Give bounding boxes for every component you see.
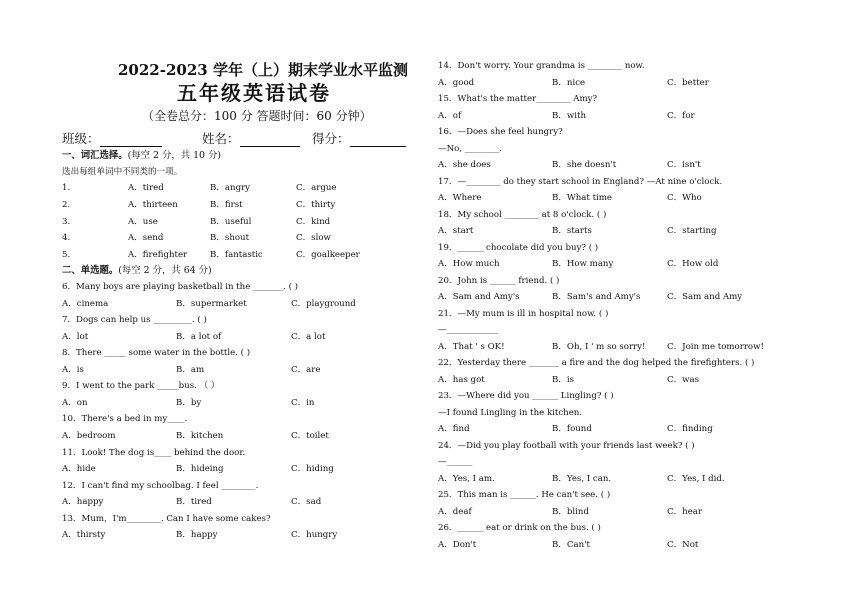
option-c: C．hungry <box>291 530 338 541</box>
option-c: C．finding <box>667 424 713 434</box>
option-b: B．hideing <box>176 464 224 474</box>
option-a: A．is <box>62 364 84 375</box>
option-c: C．better <box>667 77 709 88</box>
vocab-option-c: C．goalkeeper <box>296 250 360 261</box>
vocab-option-b: B．fantastic <box>210 250 263 261</box>
option-b: B．by <box>176 397 202 408</box>
question-stem: 23．—Where did you ______ Lingling? ( ) <box>438 391 614 401</box>
option-c: C．Not <box>667 539 699 550</box>
question-dialogue-line: —______ <box>438 457 473 467</box>
option-a: A．good <box>438 77 475 88</box>
class-blank <box>100 134 162 147</box>
vocab-number: 4. <box>62 233 71 244</box>
question-stem: 22．Yesterday there _______ a fire and the dog helped the firefighters. ( ) <box>438 358 755 368</box>
option-b: B．am <box>176 364 205 375</box>
vocab-option-b: B．first <box>210 199 243 210</box>
option-b: B．Yes, I can. <box>552 473 612 484</box>
option-c: C．are <box>291 364 321 375</box>
option-b: B．found <box>552 424 592 434</box>
option-b: B．tired <box>176 497 212 508</box>
question-stem: 10．There's a bed in my____. <box>62 414 188 425</box>
vocab-number: 5. <box>62 250 71 261</box>
vocab-option-a: A．thirteen <box>128 199 178 210</box>
option-a: A．How much <box>438 259 500 269</box>
option-b: B．Sam's and Amy's <box>552 292 641 302</box>
option-b: B．a lot of <box>176 331 222 342</box>
question-stem: 8．There _____ some water in the bottle. ( ) <box>62 348 251 359</box>
exam-title: 2022-2023 学年（上）期末学业水平监测 <box>118 61 408 79</box>
question-stem: 9．I went to the park _____bus. （ ） <box>62 381 220 392</box>
option-a: A．she does <box>438 160 491 170</box>
vocab-option-c: C．slow <box>296 233 331 244</box>
exam-subtitle: 五年级英语试卷 <box>177 81 331 105</box>
option-b: B．blind <box>552 506 589 517</box>
question-stem: 13．Mum，I'm________. Can I have some cakes? <box>62 513 271 524</box>
option-c: C．Sam and Amy <box>667 292 743 302</box>
option-a: A．Yes, I am. <box>438 473 495 484</box>
option-a: A．happy <box>62 497 104 508</box>
question-stem: 26．______ eat or drink on the bus. ( ) <box>438 523 601 533</box>
score-field <box>312 129 406 147</box>
option-c: C．for <box>667 110 695 121</box>
name-field <box>202 129 300 147</box>
question-stem: 25．This man is ______. He can't see. ( ) <box>438 490 611 500</box>
option-b: B．What time <box>552 193 613 203</box>
vocab-option-b: B．angry <box>210 183 251 193</box>
option-c: C．Who <box>667 193 702 203</box>
vocab-option-a: A．use <box>128 216 158 227</box>
vocab-option-c: C．kind <box>296 216 331 227</box>
option-c: C．sad <box>291 497 322 508</box>
option-b: B．happy <box>176 530 218 541</box>
option-b: B．is <box>552 374 575 385</box>
option-c: C．toilet <box>291 430 329 441</box>
vocab-number: 2. <box>62 199 71 210</box>
option-c: C．playground <box>291 298 356 309</box>
option-b: B．supermarket <box>176 298 247 309</box>
option-c: C．hiding <box>291 464 334 474</box>
option-a: A．deaf <box>438 506 472 517</box>
question-stem: 14．Don't worry. Your grandma is ________ now. <box>438 61 645 71</box>
class-label: 班级： <box>62 131 100 146</box>
name-label: 姓名： <box>202 131 240 146</box>
vocab-option-c: C．argue <box>296 183 337 193</box>
option-a: A．of <box>438 110 462 121</box>
option-a: A．has got <box>438 374 485 385</box>
question-dialogue-line: —I found Lingling in the kitchen. <box>438 407 583 418</box>
option-c: C．starting <box>667 226 717 236</box>
question-stem: 16．—Does she feel hungry? <box>438 127 563 137</box>
question-stem: 12．I can't find my schoolbag. I feel ________. <box>62 480 259 491</box>
question-stem: 11．Look! The dog is____ behind the door. <box>62 447 246 458</box>
option-a: A．That ' s OK! <box>438 341 505 352</box>
vocab-option-b: B．useful <box>210 216 252 227</box>
option-b: B．starts <box>552 226 592 236</box>
section2-heading: 二、单选题。(每空 2 分，共 64 分) <box>62 265 212 276</box>
option-b: B．Oh, I ' m so sorry! <box>552 341 646 352</box>
option-a: A．on <box>62 397 88 408</box>
question-stem: 7．Dogs can help us _________. ( ) <box>62 315 207 326</box>
score-blank <box>350 134 406 147</box>
option-c: C．a lot <box>291 331 326 342</box>
class-field <box>62 129 162 147</box>
option-b: B．with <box>552 110 587 121</box>
question-stem: 20．John is ______ friend. ( ) <box>438 275 560 286</box>
name-blank <box>240 134 300 147</box>
option-c: C．isn't <box>667 160 701 170</box>
option-c: C．hear <box>667 506 703 517</box>
question-stem: 24．—Did you play football with your friends last week? ( ) <box>438 440 695 451</box>
score-label: 得分： <box>312 131 350 146</box>
vocab-option-a: A．firefighter <box>128 250 188 261</box>
option-c: C．How old <box>667 259 719 269</box>
vocab-number: 1. <box>62 183 71 193</box>
option-c: C．Yes, I did. <box>667 473 725 484</box>
vocab-option-a: A．send <box>128 233 164 244</box>
option-b: B．nice <box>552 77 586 88</box>
option-c: C．in <box>291 397 315 408</box>
option-c: C．was <box>667 374 700 385</box>
option-a: A．cinema <box>62 298 109 309</box>
option-a: A．Where <box>438 193 482 203</box>
question-stem: 15．What's the matter________ Amy? <box>438 94 598 104</box>
section1-instruction: 选出每组单词中不同类的一项。 <box>62 167 183 177</box>
section1-heading: 一、词汇选择。(每空 2 分，共 10 分) <box>62 150 222 161</box>
question-stem: 19．______ chocolate did you buy? ( ) <box>438 242 599 253</box>
option-a: A．Sam and Amy's <box>438 292 520 302</box>
question-dialogue-line: —No, ________. <box>438 143 502 154</box>
option-b: B．Can't <box>552 539 590 550</box>
option-b: B．kitchen <box>176 430 224 441</box>
vocab-number: 3. <box>62 216 71 227</box>
vocab-option-a: A．tired <box>128 183 164 193</box>
option-c: C．Join me tomorrow! <box>667 341 764 352</box>
option-a: A．lot <box>62 331 89 342</box>
option-a: A．find <box>438 424 470 434</box>
option-b: B．she doesn't <box>552 160 617 170</box>
question-stem: 21．—My mum is ill in hospital now. ( ) <box>438 308 609 319</box>
option-a: A．Don't <box>438 539 477 550</box>
exam-meta: （全卷总分：100 分 答题时间：60 分钟） <box>142 109 372 123</box>
option-a: A．thirsty <box>62 530 106 541</box>
vocab-option-b: B．shout <box>210 233 250 244</box>
option-b: B．How many <box>552 259 614 269</box>
question-stem: 17．—________ do they start school in England? —At nine o'clock. <box>438 176 723 187</box>
question-stem: 6．Many boys are playing basketball in the _______. ( ) <box>62 282 299 292</box>
option-a: A．hide <box>62 464 96 474</box>
vocab-option-c: C．thirty <box>296 199 336 210</box>
question-stem: 18．My school ________ at 8 o'clock. ( ) <box>438 209 607 220</box>
question-dialogue-line: —____________ <box>438 325 499 335</box>
option-a: A．bedroom <box>62 430 116 441</box>
option-a: A．start <box>438 226 474 236</box>
